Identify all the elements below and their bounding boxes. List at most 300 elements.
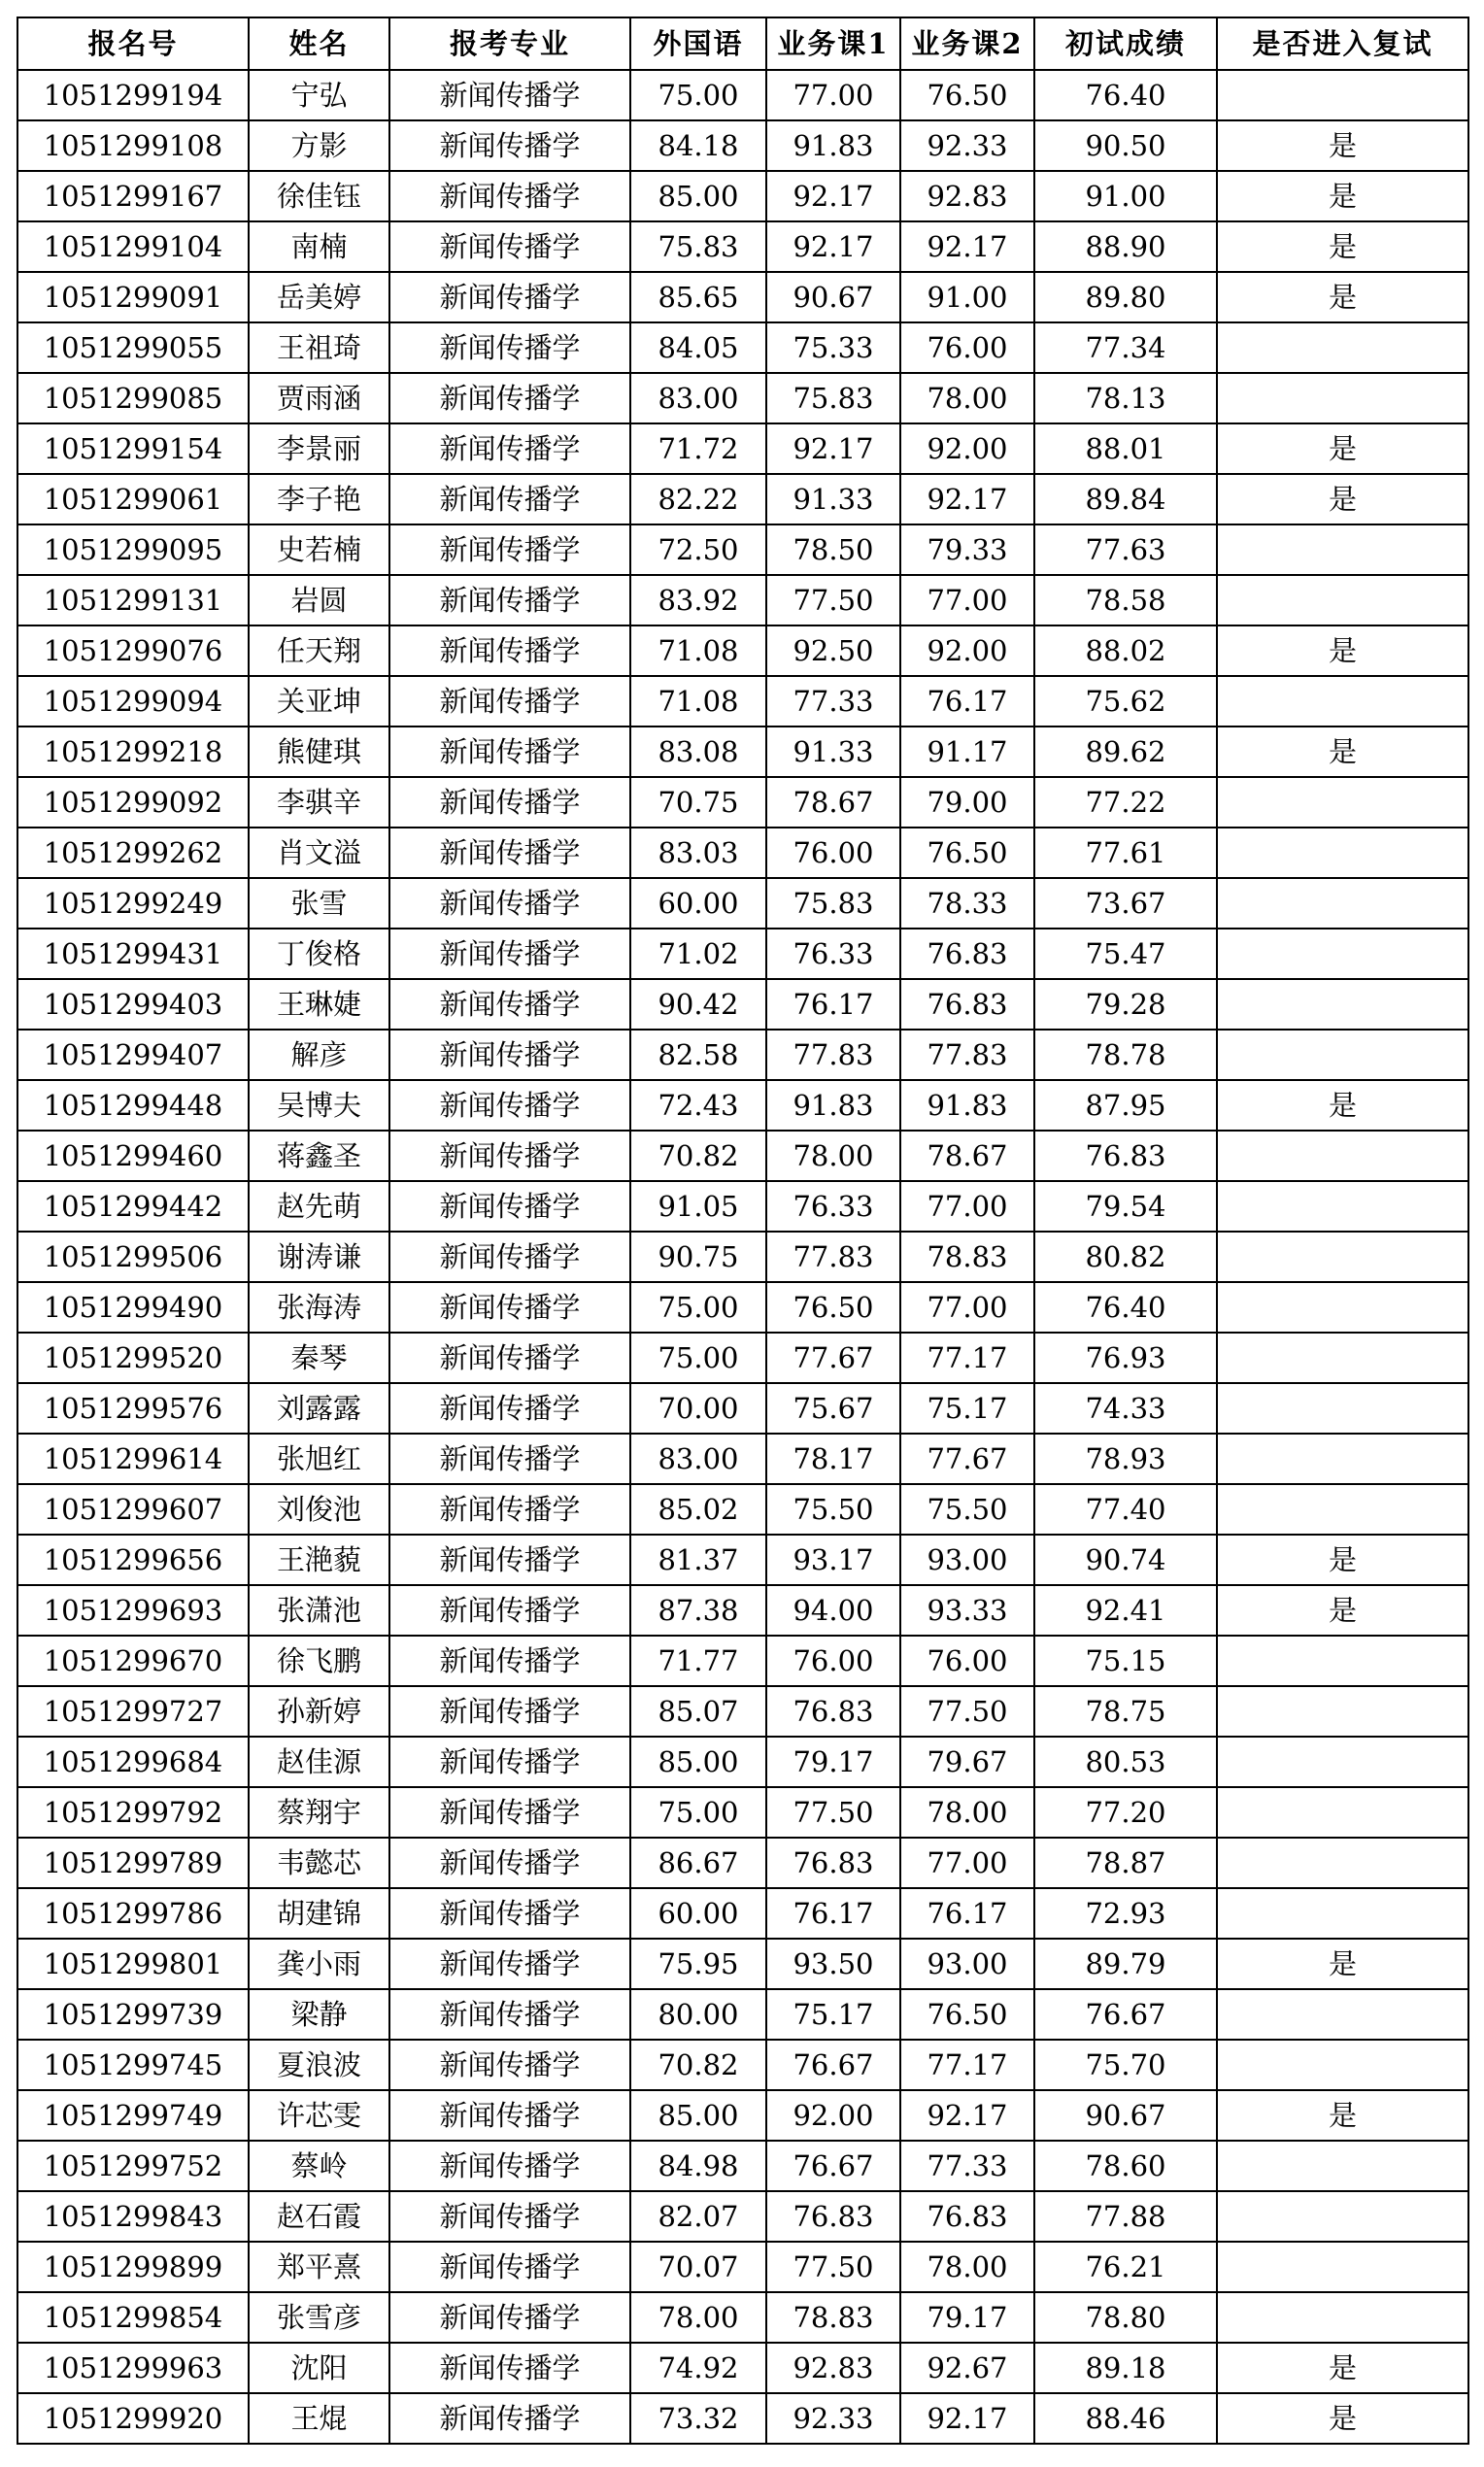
subject-1-cell: 76.33 xyxy=(766,929,900,979)
subject-2-cell: 92.00 xyxy=(900,625,1034,676)
major-cell: 新闻传播学 xyxy=(389,474,630,524)
foreign-language-cell: 86.67 xyxy=(630,1838,766,1888)
registration-no-cell: 1051299656 xyxy=(17,1535,249,1585)
subject-2-cell: 92.17 xyxy=(900,221,1034,272)
table-row xyxy=(17,625,1468,676)
retest-status-cell xyxy=(1217,2141,1468,2191)
retest-status-cell: 是 xyxy=(1217,2393,1468,2444)
major-cell: 新闻传播学 xyxy=(389,1434,630,1484)
registration-no-cell: 1051299749 xyxy=(17,2090,249,2141)
foreign-language-cell: 75.95 xyxy=(630,1939,766,1989)
major-cell: 新闻传播学 xyxy=(389,2393,630,2444)
retest-status-cell: 是 xyxy=(1217,727,1468,777)
retest-status-cell xyxy=(1217,1282,1468,1333)
preliminary-score-cell: 78.93 xyxy=(1034,1434,1217,1484)
subject-1-cell: 77.00 xyxy=(766,70,900,120)
name-cell: 徐飞鹏 xyxy=(249,1636,389,1686)
table-row xyxy=(17,2242,1468,2292)
major-cell: 新闻传播学 xyxy=(389,727,630,777)
subject-2-cell: 93.00 xyxy=(900,1535,1034,1585)
subject-1-cell: 76.00 xyxy=(766,828,900,878)
registration-no-cell: 1051299607 xyxy=(17,1484,249,1535)
table-row xyxy=(17,1282,1468,1333)
retest-status-cell: 是 xyxy=(1217,1939,1468,1989)
subject-1-cell: 91.83 xyxy=(766,1080,900,1131)
retest-status-cell xyxy=(1217,2191,1468,2242)
name-cell: 李子艳 xyxy=(249,474,389,524)
major-cell: 新闻传播学 xyxy=(389,524,630,575)
name-cell: 关亚坤 xyxy=(249,676,389,727)
retest-status-cell: 是 xyxy=(1217,221,1468,272)
table-row xyxy=(17,1030,1468,1080)
retest-status-cell: 是 xyxy=(1217,423,1468,474)
name-cell: 赵石霞 xyxy=(249,2191,389,2242)
subject-2-cell: 77.00 xyxy=(900,575,1034,625)
subject-2-cell: 93.33 xyxy=(900,1585,1034,1636)
table-row xyxy=(17,1333,1468,1383)
preliminary-score-cell: 77.34 xyxy=(1034,322,1217,373)
preliminary-score-cell: 77.63 xyxy=(1034,524,1217,575)
foreign-language-cell: 71.77 xyxy=(630,1636,766,1686)
preliminary-score-cell: 89.62 xyxy=(1034,727,1217,777)
retest-status-cell xyxy=(1217,322,1468,373)
name-cell: 李景丽 xyxy=(249,423,389,474)
preliminary-score-cell: 78.58 xyxy=(1034,575,1217,625)
subject-2-cell: 75.50 xyxy=(900,1484,1034,1535)
subject-1-cell: 94.00 xyxy=(766,1585,900,1636)
table-row xyxy=(17,70,1468,120)
preliminary-score-cell: 76.83 xyxy=(1034,1131,1217,1181)
foreign-language-cell: 82.07 xyxy=(630,2191,766,2242)
name-cell: 蒋鑫圣 xyxy=(249,1131,389,1181)
retest-status-cell: 是 xyxy=(1217,120,1468,171)
registration-no-cell: 1051299076 xyxy=(17,625,249,676)
registration-no-cell: 1051299167 xyxy=(17,171,249,221)
major-cell: 新闻传播学 xyxy=(389,575,630,625)
major-cell: 新闻传播学 xyxy=(389,828,630,878)
major-cell: 新闻传播学 xyxy=(389,1737,630,1787)
major-cell: 新闻传播学 xyxy=(389,676,630,727)
subject-1-cell: 76.00 xyxy=(766,1636,900,1686)
registration-no-cell: 1051299727 xyxy=(17,1686,249,1737)
retest-status-cell: 是 xyxy=(1217,272,1468,322)
foreign-language-cell: 85.00 xyxy=(630,2090,766,2141)
table-body xyxy=(17,70,1468,2444)
subject-2-cell: 92.17 xyxy=(900,2090,1034,2141)
preliminary-score-cell: 72.93 xyxy=(1034,1888,1217,1939)
major-cell: 新闻传播学 xyxy=(389,2191,630,2242)
subject-1-cell: 76.33 xyxy=(766,1181,900,1232)
name-cell: 张旭红 xyxy=(249,1434,389,1484)
table-row xyxy=(17,221,1468,272)
foreign-language-cell: 70.75 xyxy=(630,777,766,828)
retest-status-cell: 是 xyxy=(1217,625,1468,676)
foreign-language-cell: 60.00 xyxy=(630,878,766,929)
table-row xyxy=(17,979,1468,1030)
registration-no-cell: 1051299262 xyxy=(17,828,249,878)
table-row xyxy=(17,1838,1468,1888)
name-cell: 王琳婕 xyxy=(249,979,389,1030)
retest-status-cell: 是 xyxy=(1217,1535,1468,1585)
table-row xyxy=(17,322,1468,373)
preliminary-score-cell: 76.40 xyxy=(1034,1282,1217,1333)
foreign-language-cell: 70.07 xyxy=(630,2242,766,2292)
foreign-language-cell: 90.42 xyxy=(630,979,766,1030)
name-cell: 秦琴 xyxy=(249,1333,389,1383)
table-row xyxy=(17,1787,1468,1838)
name-cell: 肖文溢 xyxy=(249,828,389,878)
table-row xyxy=(17,1989,1468,2040)
major-cell: 新闻传播学 xyxy=(389,1686,630,1737)
name-cell: 王祖琦 xyxy=(249,322,389,373)
retest-status-cell xyxy=(1217,1181,1468,1232)
subject-1-cell: 92.00 xyxy=(766,2090,900,2141)
preliminary-score-cell: 80.82 xyxy=(1034,1232,1217,1282)
subject-1-cell: 76.83 xyxy=(766,2191,900,2242)
table-row xyxy=(17,373,1468,423)
foreign-language-cell: 71.08 xyxy=(630,625,766,676)
name-cell: 李骐辛 xyxy=(249,777,389,828)
table-row xyxy=(17,524,1468,575)
table-row xyxy=(17,2191,1468,2242)
major-cell: 新闻传播学 xyxy=(389,878,630,929)
subject-2-cell: 77.17 xyxy=(900,1333,1034,1383)
preliminary-score-cell: 76.40 xyxy=(1034,70,1217,120)
name-cell: 张雪 xyxy=(249,878,389,929)
registration-no-cell: 1051299792 xyxy=(17,1787,249,1838)
preliminary-score-cell: 77.22 xyxy=(1034,777,1217,828)
retest-status-cell xyxy=(1217,1737,1468,1787)
name-cell: 熊健琪 xyxy=(249,727,389,777)
retest-status-cell xyxy=(1217,878,1468,929)
foreign-language-cell: 75.00 xyxy=(630,70,766,120)
major-cell: 新闻传播学 xyxy=(389,2343,630,2393)
subject-1-cell: 93.50 xyxy=(766,1939,900,1989)
registration-no-cell: 1051299920 xyxy=(17,2393,249,2444)
subject-2-cell: 92.17 xyxy=(900,2393,1034,2444)
name-cell: 夏浪波 xyxy=(249,2040,389,2090)
table-row xyxy=(17,1131,1468,1181)
retest-status-cell xyxy=(1217,2292,1468,2343)
retest-status-cell xyxy=(1217,1989,1468,2040)
name-cell: 吴博夫 xyxy=(249,1080,389,1131)
major-cell: 新闻传播学 xyxy=(389,777,630,828)
retest-status-cell: 是 xyxy=(1217,1080,1468,1131)
registration-no-cell: 1051299963 xyxy=(17,2343,249,2393)
subject-1-cell: 76.17 xyxy=(766,979,900,1030)
major-cell: 新闻传播学 xyxy=(389,979,630,1030)
foreign-language-cell: 85.00 xyxy=(630,1737,766,1787)
foreign-language-cell: 85.07 xyxy=(630,1686,766,1737)
name-cell: 郑平熹 xyxy=(249,2242,389,2292)
table-row xyxy=(17,1080,1468,1131)
preliminary-score-cell: 75.15 xyxy=(1034,1636,1217,1686)
foreign-language-cell: 71.02 xyxy=(630,929,766,979)
preliminary-score-cell: 76.21 xyxy=(1034,2242,1217,2292)
subject-1-cell: 78.00 xyxy=(766,1131,900,1181)
preliminary-score-cell: 75.62 xyxy=(1034,676,1217,727)
subject-2-cell: 77.00 xyxy=(900,1181,1034,1232)
preliminary-score-cell: 90.67 xyxy=(1034,2090,1217,2141)
name-cell: 梁静 xyxy=(249,1989,389,2040)
foreign-language-cell: 75.00 xyxy=(630,1333,766,1383)
col-header-advance-to-retest: 是否进入复试 xyxy=(1217,17,1468,70)
preliminary-score-cell: 91.00 xyxy=(1034,171,1217,221)
registration-no-cell: 1051299684 xyxy=(17,1737,249,1787)
name-cell: 赵佳源 xyxy=(249,1737,389,1787)
retest-status-cell: 是 xyxy=(1217,171,1468,221)
subject-1-cell: 76.17 xyxy=(766,1888,900,1939)
table-row xyxy=(17,423,1468,474)
subject-1-cell: 78.67 xyxy=(766,777,900,828)
subject-2-cell: 76.50 xyxy=(900,70,1034,120)
preliminary-score-cell: 77.61 xyxy=(1034,828,1217,878)
foreign-language-cell: 75.00 xyxy=(630,1282,766,1333)
retest-status-cell xyxy=(1217,1383,1468,1434)
table-row xyxy=(17,1939,1468,1989)
name-cell: 张雪彦 xyxy=(249,2292,389,2343)
preliminary-score-cell: 87.95 xyxy=(1034,1080,1217,1131)
name-cell: 张潇池 xyxy=(249,1585,389,1636)
name-cell: 蔡岭 xyxy=(249,2141,389,2191)
preliminary-score-cell: 76.93 xyxy=(1034,1333,1217,1383)
registration-no-cell: 1051299095 xyxy=(17,524,249,575)
table-row xyxy=(17,878,1468,929)
subject-1-cell: 93.17 xyxy=(766,1535,900,1585)
subject-2-cell: 78.00 xyxy=(900,373,1034,423)
subject-1-cell: 77.83 xyxy=(766,1030,900,1080)
retest-status-cell xyxy=(1217,1232,1468,1282)
registration-no-cell: 1051299460 xyxy=(17,1131,249,1181)
foreign-language-cell: 85.65 xyxy=(630,272,766,322)
preliminary-score-cell: 78.80 xyxy=(1034,2292,1217,2343)
major-cell: 新闻传播学 xyxy=(389,373,630,423)
major-cell: 新闻传播学 xyxy=(389,70,630,120)
registration-no-cell: 1051299194 xyxy=(17,70,249,120)
name-cell: 龚小雨 xyxy=(249,1939,389,1989)
col-header-subject-2: 业务课2 xyxy=(900,17,1034,70)
table-row xyxy=(17,1434,1468,1484)
table-row xyxy=(17,2292,1468,2343)
retest-status-cell xyxy=(1217,1888,1468,1939)
foreign-language-cell: 83.08 xyxy=(630,727,766,777)
foreign-language-cell: 83.03 xyxy=(630,828,766,878)
subject-1-cell: 75.33 xyxy=(766,322,900,373)
retest-status-cell xyxy=(1217,1787,1468,1838)
registration-no-cell: 1051299752 xyxy=(17,2141,249,2191)
subject-1-cell: 75.83 xyxy=(766,878,900,929)
name-cell: 刘俊池 xyxy=(249,1484,389,1535)
major-cell: 新闻传播学 xyxy=(389,2040,630,2090)
preliminary-score-cell: 80.53 xyxy=(1034,1737,1217,1787)
col-header-subject-1: 业务课1 xyxy=(766,17,900,70)
registration-no-cell: 1051299506 xyxy=(17,1232,249,1282)
major-cell: 新闻传播学 xyxy=(389,1484,630,1535)
name-cell: 蔡翔宇 xyxy=(249,1787,389,1838)
registration-no-cell: 1051299576 xyxy=(17,1383,249,1434)
preliminary-score-cell: 78.78 xyxy=(1034,1030,1217,1080)
registration-no-cell: 1051299108 xyxy=(17,120,249,171)
foreign-language-cell: 82.58 xyxy=(630,1030,766,1080)
name-cell: 岩圆 xyxy=(249,575,389,625)
major-cell: 新闻传播学 xyxy=(389,423,630,474)
table-row xyxy=(17,777,1468,828)
preliminary-score-cell: 89.84 xyxy=(1034,474,1217,524)
table-row xyxy=(17,1737,1468,1787)
major-cell: 新闻传播学 xyxy=(389,2292,630,2343)
table-row xyxy=(17,575,1468,625)
major-cell: 新闻传播学 xyxy=(389,1030,630,1080)
retest-status-cell xyxy=(1217,1030,1468,1080)
name-cell: 史若楠 xyxy=(249,524,389,575)
major-cell: 新闻传播学 xyxy=(389,2141,630,2191)
registration-no-cell: 1051299407 xyxy=(17,1030,249,1080)
preliminary-score-cell: 76.67 xyxy=(1034,1989,1217,2040)
subject-2-cell: 76.83 xyxy=(900,929,1034,979)
registration-no-cell: 1051299490 xyxy=(17,1282,249,1333)
foreign-language-cell: 60.00 xyxy=(630,1888,766,1939)
foreign-language-cell: 72.50 xyxy=(630,524,766,575)
foreign-language-cell: 87.38 xyxy=(630,1585,766,1636)
foreign-language-cell: 78.00 xyxy=(630,2292,766,2343)
registration-no-cell: 1051299131 xyxy=(17,575,249,625)
subject-1-cell: 92.33 xyxy=(766,2393,900,2444)
major-cell: 新闻传播学 xyxy=(389,929,630,979)
subject-2-cell: 93.00 xyxy=(900,1939,1034,1989)
registration-no-cell: 1051299249 xyxy=(17,878,249,929)
foreign-language-cell: 71.08 xyxy=(630,676,766,727)
retest-status-cell xyxy=(1217,575,1468,625)
foreign-language-cell: 73.32 xyxy=(630,2393,766,2444)
retest-status-cell xyxy=(1217,2040,1468,2090)
name-cell: 孙新婷 xyxy=(249,1686,389,1737)
subject-2-cell: 76.50 xyxy=(900,828,1034,878)
subject-1-cell: 92.17 xyxy=(766,423,900,474)
major-cell: 新闻传播学 xyxy=(389,1232,630,1282)
subject-2-cell: 92.67 xyxy=(900,2343,1034,2393)
table-row xyxy=(17,1686,1468,1737)
subject-1-cell: 78.83 xyxy=(766,2292,900,2343)
subject-1-cell: 77.33 xyxy=(766,676,900,727)
table-row xyxy=(17,1888,1468,1939)
name-cell: 王滟藐 xyxy=(249,1535,389,1585)
foreign-language-cell: 82.22 xyxy=(630,474,766,524)
subject-1-cell: 76.67 xyxy=(766,2141,900,2191)
table-row xyxy=(17,1383,1468,1434)
preliminary-score-cell: 74.33 xyxy=(1034,1383,1217,1434)
table-row xyxy=(17,1181,1468,1232)
registration-no-cell: 1051299448 xyxy=(17,1080,249,1131)
subject-1-cell: 75.67 xyxy=(766,1383,900,1434)
name-cell: 方影 xyxy=(249,120,389,171)
subject-2-cell: 77.33 xyxy=(900,2141,1034,2191)
subject-1-cell: 91.33 xyxy=(766,727,900,777)
retest-status-cell xyxy=(1217,1686,1468,1737)
foreign-language-cell: 75.83 xyxy=(630,221,766,272)
subject-1-cell: 76.83 xyxy=(766,1838,900,1888)
preliminary-score-cell: 78.13 xyxy=(1034,373,1217,423)
registration-no-cell: 1051299843 xyxy=(17,2191,249,2242)
subject-2-cell: 78.67 xyxy=(900,1131,1034,1181)
subject-1-cell: 76.83 xyxy=(766,1686,900,1737)
subject-1-cell: 91.33 xyxy=(766,474,900,524)
registration-no-cell: 1051299154 xyxy=(17,423,249,474)
major-cell: 新闻传播学 xyxy=(389,1888,630,1939)
major-cell: 新闻传播学 xyxy=(389,1939,630,1989)
retest-status-cell xyxy=(1217,1434,1468,1484)
registration-no-cell: 1051299085 xyxy=(17,373,249,423)
name-cell: 赵先萌 xyxy=(249,1181,389,1232)
subject-2-cell: 92.00 xyxy=(900,423,1034,474)
foreign-language-cell: 91.05 xyxy=(630,1181,766,1232)
table-row xyxy=(17,2090,1468,2141)
retest-status-cell xyxy=(1217,373,1468,423)
name-cell: 刘露露 xyxy=(249,1383,389,1434)
subject-1-cell: 92.50 xyxy=(766,625,900,676)
foreign-language-cell: 70.82 xyxy=(630,2040,766,2090)
major-cell: 新闻传播学 xyxy=(389,322,630,373)
major-cell: 新闻传播学 xyxy=(389,1636,630,1686)
major-cell: 新闻传播学 xyxy=(389,272,630,322)
table-row xyxy=(17,120,1468,171)
foreign-language-cell: 85.02 xyxy=(630,1484,766,1535)
subject-2-cell: 92.17 xyxy=(900,474,1034,524)
subject-1-cell: 78.17 xyxy=(766,1434,900,1484)
registration-no-cell: 1051299739 xyxy=(17,1989,249,2040)
major-cell: 新闻传播学 xyxy=(389,120,630,171)
preliminary-score-cell: 90.50 xyxy=(1034,120,1217,171)
table-row xyxy=(17,2393,1468,2444)
subject-2-cell: 77.67 xyxy=(900,1434,1034,1484)
retest-status-cell xyxy=(1217,1838,1468,1888)
subject-2-cell: 78.33 xyxy=(900,878,1034,929)
table-row xyxy=(17,2141,1468,2191)
foreign-language-cell: 84.18 xyxy=(630,120,766,171)
subject-2-cell: 75.17 xyxy=(900,1383,1034,1434)
registration-no-cell: 1051299104 xyxy=(17,221,249,272)
col-header-major: 报考专业 xyxy=(389,17,630,70)
retest-status-cell xyxy=(1217,929,1468,979)
retest-status-cell: 是 xyxy=(1217,2090,1468,2141)
major-cell: 新闻传播学 xyxy=(389,1535,630,1585)
col-header-registration-no: 报名号 xyxy=(17,17,249,70)
registration-no-cell: 1051299403 xyxy=(17,979,249,1030)
preliminary-score-cell: 77.40 xyxy=(1034,1484,1217,1535)
table-row xyxy=(17,1232,1468,1282)
name-cell: 贾雨涵 xyxy=(249,373,389,423)
table-row xyxy=(17,1535,1468,1585)
name-cell: 韦懿芯 xyxy=(249,1838,389,1888)
name-cell: 胡建锦 xyxy=(249,1888,389,1939)
retest-status-cell xyxy=(1217,1131,1468,1181)
subject-1-cell: 79.17 xyxy=(766,1737,900,1787)
foreign-language-cell: 75.00 xyxy=(630,1787,766,1838)
subject-2-cell: 91.00 xyxy=(900,272,1034,322)
preliminary-score-cell: 88.46 xyxy=(1034,2393,1217,2444)
name-cell: 解彦 xyxy=(249,1030,389,1080)
major-cell: 新闻传播学 xyxy=(389,1787,630,1838)
foreign-language-cell: 90.75 xyxy=(630,1232,766,1282)
subject-1-cell: 78.50 xyxy=(766,524,900,575)
major-cell: 新闻传播学 xyxy=(389,1838,630,1888)
registration-no-cell: 1051299442 xyxy=(17,1181,249,1232)
preliminary-score-cell: 89.18 xyxy=(1034,2343,1217,2393)
preliminary-score-cell: 73.67 xyxy=(1034,878,1217,929)
subject-1-cell: 75.50 xyxy=(766,1484,900,1535)
col-header-name: 姓名 xyxy=(249,17,389,70)
subject-2-cell: 77.00 xyxy=(900,1838,1034,1888)
subject-2-cell: 76.17 xyxy=(900,676,1034,727)
